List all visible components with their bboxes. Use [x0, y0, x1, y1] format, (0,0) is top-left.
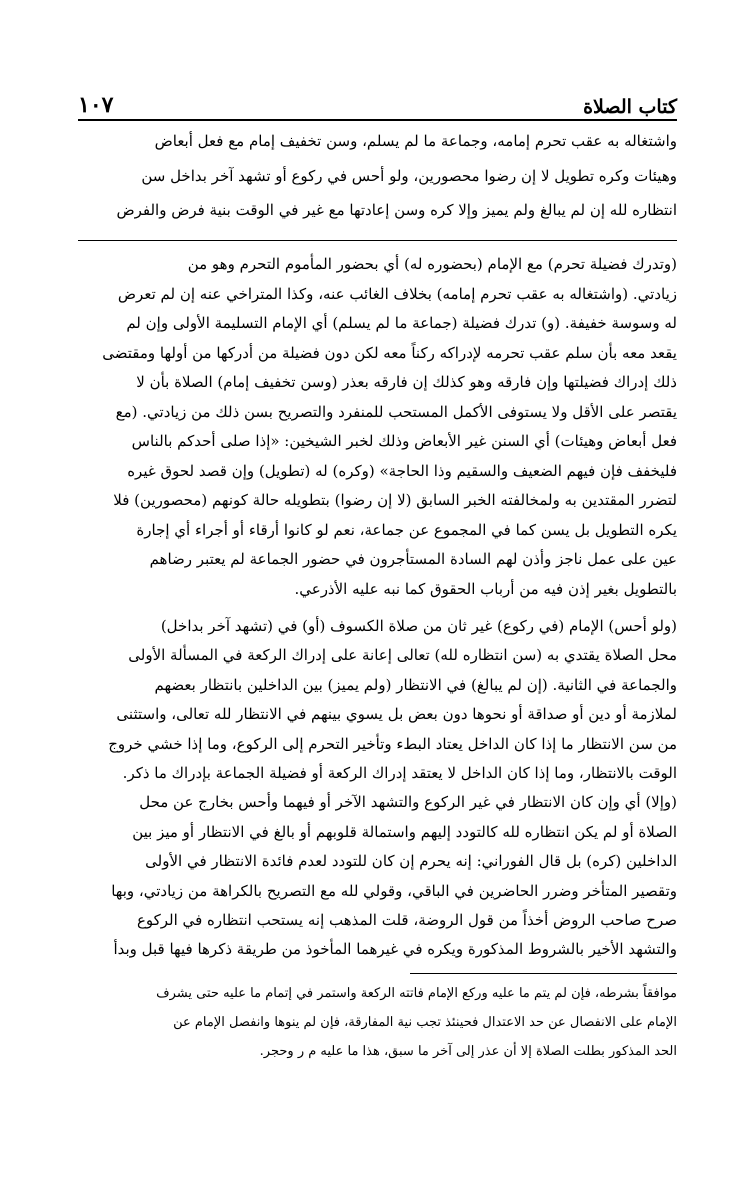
commentary-line: عين على عمل ناجز وأذن لهم السادة المستأجرون في حضور الجماعة لم يعتبر رضاهم	[149, 550, 677, 568]
commentary-line: والجماعة في الثانية. (إن لم يبالغ) في الانتظار (ولم يميز) بين الداخلين بانتظار بعضهم	[154, 675, 677, 694]
main-text	[78, 124, 677, 228]
footnote-rule	[410, 973, 677, 974]
main-line: انتظاره لله إن لم يبالغ ولم يميز وإلا كره وسن إعادتها مع غير في الوقت بنية فرض والفرض	[116, 201, 677, 219]
page-number: ١٠٧	[78, 92, 114, 118]
commentary-line: لملازمة أو دين أو صداقة أو نحوها دون بعض بل يسوي بينهم في الانتظار لله تعالى، واستثنى	[116, 705, 677, 724]
commentary-line: (وإلا) أي وإن كان الانتظار في غير الركوع والتشهد الآخر أو فيهما وأحس بخارج عن محل	[139, 793, 677, 812]
commentary-line: يقعد معه بأن سلم عقب تحرمه لإدراكه ركناً معه لكن دون فضيلة من أدركها من أولها ومقتضى	[102, 343, 677, 362]
commentary-line: زيادتي. (واشتغاله به عقب تحرم إمامه) بخلاف الغائب عنه، وكذا المتراخي عنه إن لم تعرض	[117, 284, 677, 303]
page-header	[78, 86, 677, 118]
commentary-paragraph-1	[78, 250, 677, 604]
commentary-line: محل الصلاة يقتدي به (سن انتظاره لله) تعالى إعانة على إدراك الركعة في المسألة الأولى	[128, 646, 677, 665]
chapter-title: كتاب الصلاة	[583, 96, 677, 118]
commentary-line: يكره التطويل بل يسن كما في المجموع عن جماعة، نعم لو كانوا أرقاء أو أجراء أي إجارة	[136, 520, 677, 539]
commentary-line: وتقصير المتأخر وضرر الحاضرين في الباقي، وقولي لله مع التصريح بالكراهة من زيادتي، وبها	[111, 881, 677, 900]
commentary-line: فليخفف فإن فيهم الضعيف والسقيم وذا الحاجة» (وكره) له (تطويل) وإن قصد لحوق غيره	[127, 461, 677, 480]
main-line: واشتغاله به عقب تحرم إمامه، وجماعة ما لم يسلم، وسن تخفيف إمام مع فعل أبعاض	[154, 132, 677, 150]
commentary-paragraph-2	[78, 612, 677, 965]
commentary-line: بالتطويل بغير إذن فيه من أرباب الحقوق كما نبه عليه الأذرعي.	[294, 579, 677, 598]
footnote	[78, 979, 677, 1066]
commentary-line: صرح صاحب الروض أخذاً من قول الروضة، قلت المذهب إنه يستحب انتظاره في الركوع	[136, 911, 677, 930]
commentary-line: والتشهد الأخير بالشروط المذكورة ويكره في غيرهما المأخوذ من طريقة ذكرها فيها قبل وبدأ	[113, 940, 677, 959]
commentary-line: (وتدرك فضيلة تحرم) مع الإمام (بحضوره له) أي بحضور المأموم التحرم وهو من	[187, 255, 677, 273]
commentary-line: ذلك إدراك فضيلتها وإن فارقه وهو كذلك إن فارقه بعذر (وسن تخفيف إمام) الصلاة بأن لا	[136, 373, 677, 391]
commentary-line: له وسوسة خفيفة. (و) تدرك فضيلة (جماعة ما لم يسلم) أي الإمام التسليمة الأولى وإن لم	[126, 314, 677, 332]
commentary-line: (ولو أحس) الإمام (في ركوع) غير ثان من صلاة الكسوف (أو) في (تشهد آخر بداخل)	[160, 617, 677, 635]
footnote-line: الإمام على الانفصال عن حد الاعتدال فحينئذ تجب نية المفارقة، فإن لم ينوها وانفصل الإمام عن	[173, 1015, 677, 1030]
footnote-line: موافقاً بشرطه، فإن لم يتم ما عليه وركع الإمام فاتته الركعة واستمر في إتمام ما عليه حتى يشرف	[156, 986, 677, 1001]
footnote-line: الحد المذكور بطلت الصلاة إلا أن عذر إلى آخر ما سبق، هذا ما عليه م ر وحجر.	[259, 1044, 677, 1059]
main-line: وهيئات وكره تطويل لا إن رضوا محصورين، ولو أحس في ركوع أو تشهد آخر بداخل سن	[141, 166, 677, 185]
commentary-line: يقتصر على الأقل ولا يستوفى الأكمل المستحب للمنفرد والتصريح بسن ذلك من زيادتي. (مع	[115, 402, 677, 421]
commentary-line: الوقت بالانتظار، وما إذا كان الداخل لا يعتقد إدراك الركعة أو فضيلة الجماعة بإدراك ما ذكر.	[122, 764, 677, 783]
commentary-line: من سن الانتظار ما إذا كان الداخل يعتاد البطء وتأخير التحرم إلى الركوع، وما إذا خشي خروج	[108, 734, 677, 753]
commentary-line: الداخلين (كره) بل قال الفوراني: إنه يحرم إن كان للتودد لعدم فائدة الانتظار في الأولى	[145, 852, 677, 871]
commentary-line: الصلاة أو لم يكن انتظاره لله كالتودد إليهم واستمالة قلوبهم أو بالغ في الانتظار أو ميز بين	[132, 822, 677, 841]
section-divider	[78, 240, 677, 241]
commentary-line: لتضرر المقتدين به ولمخالفته الخبر السابق (لا إن رضوا) بتطويله حالة كونهم (محصورين) فلا	[113, 491, 677, 509]
commentary-line: فعل أبعاض وهيئات) أي السنن غير الأبعاض وذلك لخبر الشيخين: «إذا صلى أحدكم بالناس	[131, 432, 677, 450]
header-rule	[78, 119, 677, 121]
